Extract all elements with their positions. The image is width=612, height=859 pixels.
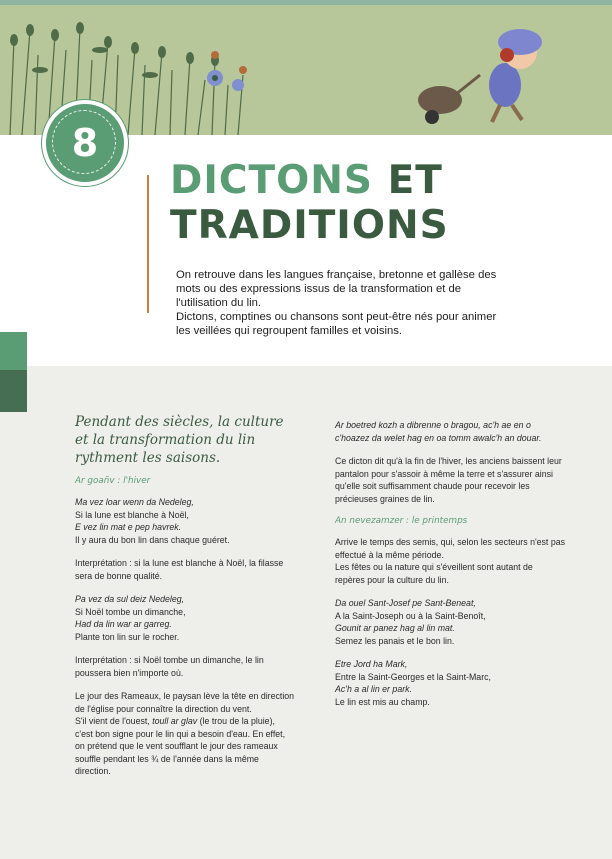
intro-text <box>176 268 506 338</box>
spring-paragraph: Arrive le temps des semis, qui, selon les secteurs n'est pas effectué à la même période. Les fêtes ou la nature qui s'éveillent sont autant de repères pour la culture du lin. <box>335 537 566 585</box>
title-word-et: ET <box>373 158 443 203</box>
title-divider <box>147 175 149 313</box>
dicton-line: Semez les panais et le bon lin. <box>335 635 455 646</box>
dicton-line: Had da lin war ar garreg. <box>75 619 172 629</box>
rameaux-text: (le trou de la pluie), c'est bon signe pour le lin qui a besoin d'eau. En effet, on prétend que le vent soufflant le jour des rameaux souffle pendant les ¾ de l'année dans la même direction. <box>75 716 286 776</box>
breton-quote-text: Ar boetred kozh a dibrenne o bragou, ac'h ae en o c'hoazez da welet hag en oa tomm awalc'h an douar. <box>335 420 542 443</box>
interpretation-1: Interprétation : si la lune est blanche à Noël, la filasse sera de bonne qualité. <box>75 558 284 581</box>
dicton-line: Il y aura du bon lin dans chaque guéret. <box>75 534 230 545</box>
intro-paragraph-1: On retrouve dans les langues française, bretonne et gallèse des mots ou des expressions issus de la transformation et de l'utilisation du lin. <box>176 269 497 309</box>
dicton-line: Si Noël tombe un dimanche, <box>75 606 186 617</box>
dicton-line: E vez lin mat e pep havrek. <box>75 522 182 532</box>
subheading-winter: Ar goañv : l'hiver <box>75 476 151 486</box>
dicton-line: Gounit ar panez hag al lin mat. <box>335 623 455 633</box>
quote-explanation: Ce dicton dit qu'à la fin de l'hiver, les anciens baissent leur pantalon pour s'assoir à même la terre et s'assurer ainsi qu'elle soit suffisamment chaude pour recevoir les précieuses graines de lin. <box>335 456 562 504</box>
rameaux-paragraph-1: Le jour des Rameaux, le paysan lève la tête en direction de l'église pour connaître la direction du vent. <box>75 691 295 714</box>
dicton-line: Plante ton lin sur le rocher. <box>75 631 180 642</box>
rameaux-text: S'il vient de l'ouest, <box>75 716 153 726</box>
title-word-dictons: DICTONS <box>170 158 373 203</box>
breton-quote <box>335 419 565 444</box>
child-with-cart-illustration <box>418 29 542 124</box>
left-column <box>75 413 295 789</box>
right-column <box>335 419 565 719</box>
dicton-1 <box>75 496 295 546</box>
side-tab-light <box>0 332 27 370</box>
dicton-line: Le lin est mis au champ. <box>335 696 430 707</box>
page-title <box>170 158 449 248</box>
chapter-badge <box>42 100 128 186</box>
dicton-3 <box>335 597 565 647</box>
side-tab-dark <box>0 370 27 412</box>
dicton-line: Ac'h a al lin er park. <box>335 684 412 694</box>
dicton-line: A la Saint-Joseph ou à la Saint-Benoît, <box>335 610 486 621</box>
dicton-line: Etre Jord ha Mark, <box>335 659 408 669</box>
section-heading: Pendant des siècles, la culture et la transformation du lin rythment les saisons. <box>75 414 284 466</box>
dicton-4 <box>335 658 565 708</box>
dicton-line: Pa vez da sul deiz Nedeleg, <box>75 594 185 604</box>
rameaux-paragraph-2 <box>75 715 295 778</box>
dicton-line: Ma vez loar wenn da Nedeleg, <box>75 497 194 507</box>
interpretation-2: Interprétation : si Noël tombe un dimanche, le lin poussera bien n'importe où. <box>75 655 264 678</box>
subheading-spring: An nevezamzer : le printemps <box>335 516 468 526</box>
dicton-line: Si la lune est blanche à Noël, <box>75 509 189 520</box>
intro-paragraph-2: Dictons, comptines ou chansons sont peut-être nés pour animer les veillées qui regroupent familles et voisins. <box>176 311 497 337</box>
dicton-2 <box>75 593 295 643</box>
title-word-traditions: TRADITIONS <box>170 203 449 248</box>
rameaux-breton-term: toull ar glav <box>152 716 198 726</box>
dicton-line: Da ouel Sant-Josef pe Sant-Beneat, <box>335 598 476 608</box>
chapter-number: 8 <box>71 121 99 165</box>
dicton-line: Entre la Saint-Georges et la Saint-Marc, <box>335 671 491 682</box>
